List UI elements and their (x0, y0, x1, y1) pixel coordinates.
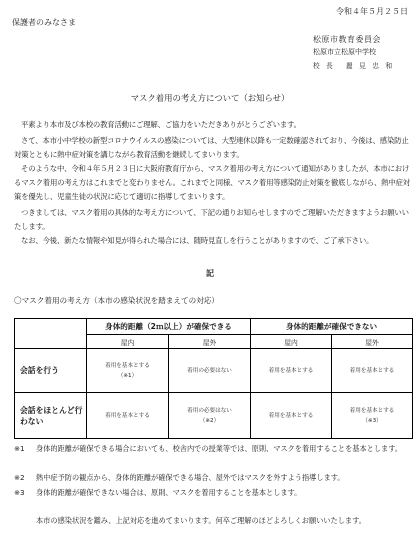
cell-value: 着用を基本とする (268, 412, 314, 419)
body-paragraph-2: さて、本市小中学校の新型コロナウイルスの感染については、大型連休以降も一定数確認されており、今後は、感染防止対策とともに熱中症対策を講じながら教育活動を継続してまいります。 (14, 136, 409, 159)
cell-quiet-ok-outdoor (169, 393, 251, 439)
cell-note-ref: （※1） (117, 372, 138, 379)
cell-quiet-ng-outdoor (332, 393, 413, 439)
sender-principal: 校 長 麗 見 忠 和 (313, 62, 393, 70)
body-paragraph-5: なお、今後、新たな情報や知見が得られた場合には、随時見直しを行うことがありますので、ご了承下さい。 (21, 236, 374, 245)
document-date: 令和４年５月２５日 (336, 7, 408, 16)
cell-quiet-ok-indoor (87, 393, 169, 439)
cell-value: 着用を基本とする (349, 367, 395, 374)
table-header-row (15, 319, 413, 335)
closing-statement: 本市の感染状況を鑑み、上記対応を進めてまいります。何卒ご理解のほどよろしくお願いいたします。 (36, 516, 366, 525)
cell-talking-ng-outdoor (332, 349, 413, 393)
cell-quiet-ng-indoor (251, 393, 332, 439)
cell-value: 着用を基本とする (349, 407, 395, 414)
footnote-text: 熱中症予防の観点から、身体的距離が確保できる場合、屋外ではマスクを外すよう指導します。 (36, 473, 345, 482)
row-label-not-talking: 会話をほとんど行わない (15, 393, 87, 439)
subheader-outdoor: 屋外 (169, 335, 251, 349)
cell-value: 着用を基本とする (105, 362, 150, 369)
cell-value: 着用を基本とする (268, 367, 314, 374)
body-paragraph-3: そのような中、令和４年５月２３日に大阪府教育庁から、マスク着用の考え方について通知がありましたが、本市におけるマスク着用の考え方はこれまでと変わりません。これまでと同様、マスク着用等感染防止対策を徹底しながら、熱中症対策を優先し、児童生徒の状況に応じて適切に指導してまいります。 (14, 164, 410, 201)
body-paragraph-1: 平素より本市及び本校の教育活動にご理解、ご協力をいただきありがとうございます。 (21, 120, 301, 129)
subheader-indoor: 屋内 (251, 335, 332, 349)
table-row (15, 349, 413, 393)
cell-talking-ok-outdoor (169, 349, 251, 393)
sender-school: 松原市立松原中学校 (313, 48, 376, 56)
cell-talking-ok-indoor (87, 349, 169, 393)
cell-note-ref: （※2） (199, 417, 220, 424)
subheader-indoor: 屋内 (87, 335, 169, 349)
cell-value: 着用の必要はない (187, 367, 232, 374)
row-label-talking: 会話を行う (15, 349, 87, 393)
footnote-1 (14, 442, 412, 456)
mask-policy-table (14, 318, 413, 439)
cell-value: 着用の必要はない (187, 407, 232, 414)
table-row (15, 393, 413, 439)
footnote-text: 身体的距離が確保できる場合においても、校舎内での授業等では、原則、マスクを着用することを基本とします。 (36, 444, 402, 453)
section-heading: 〇マスク着用の考え方（本市の感染状況を踏まえての対応） (14, 296, 220, 305)
cell-note-ref: （※3） (362, 417, 382, 424)
footnote-number: ※3 (14, 488, 25, 497)
footnote-2 (14, 471, 412, 485)
table-corner-cell (15, 319, 87, 349)
ki-marker: 記 (206, 269, 214, 278)
header-distance-ok: 身体的距離（2ｍ以上）が確保できる (87, 319, 251, 335)
body-paragraph-4: つきましては、マスク着用の具体的な考え方について、下記の通りお知らせしますのでご理解いただきますようお願いいたします。 (14, 208, 409, 231)
page-title: マスク着用の考え方について（お知らせ） (130, 93, 290, 103)
footnote-number: ※2 (14, 473, 25, 482)
recipient: 保護者のみなさま (12, 18, 76, 27)
sender-org: 松原市教育委員会 (313, 35, 381, 44)
header-distance-not-ok: 身体的距離が確保できない (251, 319, 413, 335)
cell-talking-ng-indoor (251, 349, 332, 393)
footnote-3 (14, 486, 412, 500)
cell-value: 着用を基本とする (105, 412, 150, 419)
footnote-text: 身体的距離が確保できない場合は、原則、マスクを着用することを基本とします。 (36, 488, 302, 497)
footnote-number: ※1 (14, 444, 25, 453)
subheader-outdoor: 屋外 (332, 335, 413, 349)
